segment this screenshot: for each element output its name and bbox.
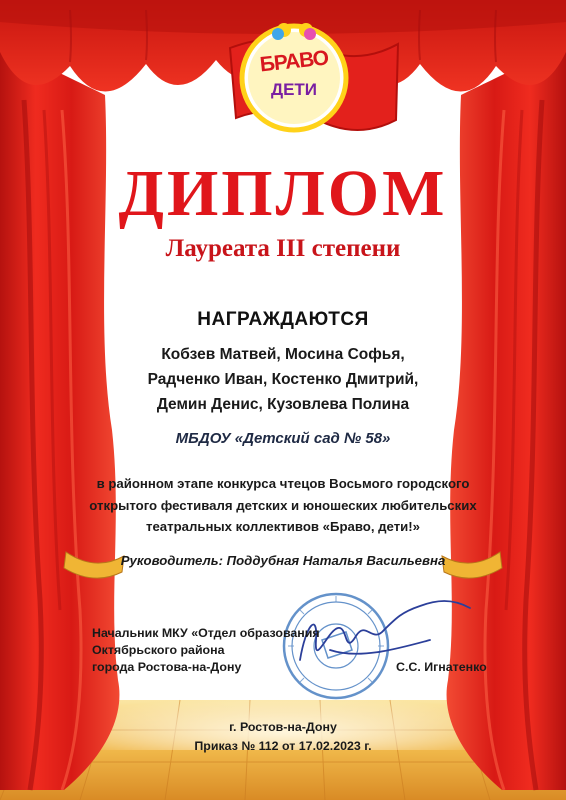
footer-order: Приказ № 112 от 17.02.2023 г.	[194, 739, 372, 753]
logo-brand-sub: ДЕТИ	[270, 80, 318, 99]
award-description	[0, 473, 566, 538]
diploma-subtitle: Лауреата III степени	[165, 235, 401, 262]
position-line: Начальник МКУ «Отдел образования	[92, 626, 320, 640]
organization-name: МБДОУ «Детский сад № 58»	[175, 430, 391, 447]
logo-brand-text: БРАВО	[258, 46, 330, 77]
awardee-line: Демин Денис, Кузовлева Полина	[156, 396, 410, 413]
description-line: в районном этапе конкурса чтецов Восьмого городского	[96, 476, 470, 491]
footer	[0, 718, 566, 756]
awardee-names	[0, 342, 566, 417]
position-line: Октябрьского района	[92, 643, 225, 657]
awardee-line: Радченко Иван, Костенко Дмитрий,	[147, 371, 419, 388]
award-heading: НАГРАЖДАЮТСЯ	[197, 309, 369, 330]
signatory-position	[92, 625, 320, 676]
signatory-name: С.С. Игнатенко	[396, 660, 487, 674]
footer-city: г. Ростов-на-Дону	[229, 720, 337, 734]
festival-logo	[208, 8, 408, 138]
position-line: города Ростова-на-Дону	[92, 660, 242, 674]
awardee-line: Кобзев Матвей, Мосина Софья,	[161, 346, 405, 363]
description-line: театральных коллективов «Браво, дети!»	[145, 519, 421, 534]
description-line: открытого фестиваля детских и юношеских любительских	[89, 497, 477, 513]
leader-line: Руководитель: Поддубная Наталья Васильевна	[120, 553, 446, 568]
diploma-title: ДИПЛОМ	[118, 157, 448, 230]
